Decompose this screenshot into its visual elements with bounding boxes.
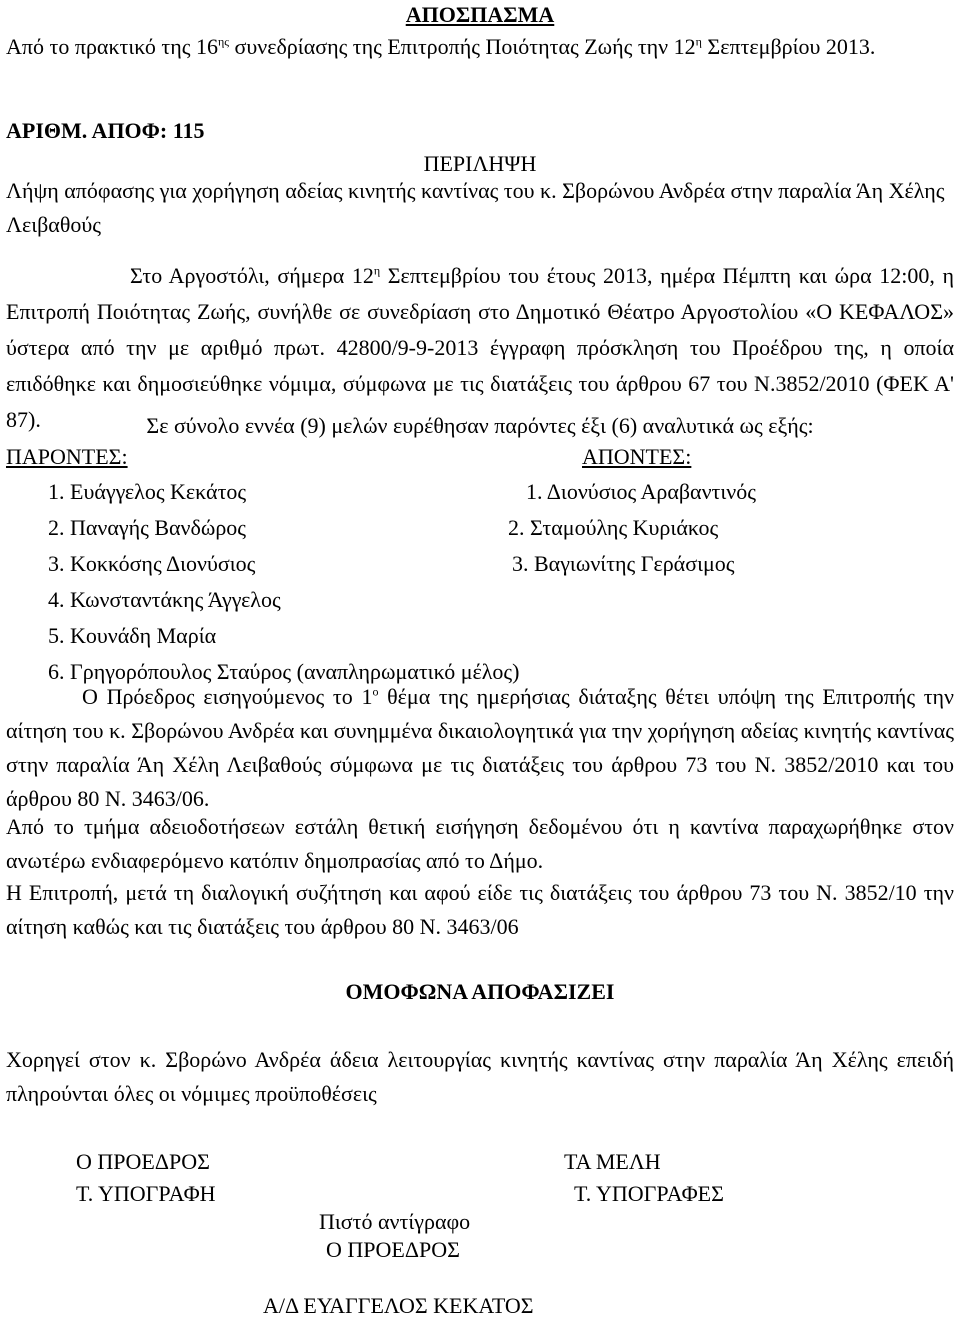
intro-text-a: Από το πρακτικό της 16 (6, 34, 218, 59)
absent-label: ΑΠΟΝΤΕΣ: (582, 444, 692, 469)
true-copy-chair: Ο ΠΡΟΕΔΡΟΣ (326, 1237, 460, 1262)
present-list (48, 474, 519, 690)
present-member: 2. Παναγής Βανδώρος (48, 515, 247, 540)
chair-title: Ο ΠΡΟΕΔΡΟΣ (76, 1149, 210, 1174)
intro-line (6, 30, 954, 63)
present-member: 4. Κωνσταντάκης Άγγελος (48, 587, 281, 612)
absent-member: 2. Σταμούλης Κυριάκος (508, 515, 719, 540)
present-member: 6. Γρηγορόπουλος Σταύρος (αναπληρωματικό μέλος) (48, 659, 520, 684)
summary-text: Λήψη απόφασης για χορήγηση αδείας κινητής καντίνας του κ. Σβορώνου Ανδρέα στην παραλία Άη Χέλης Λειβαθούς (6, 178, 945, 237)
absent-list (508, 474, 756, 582)
present-member: 3. Κοκκόσης Διονύσιος (48, 551, 256, 576)
chair-signature: Τ. ΥΠΟΓΡΑΦΗ (76, 1181, 216, 1206)
absent-member: 3. Βαγιωνίτης Γεράσιμος (512, 551, 735, 576)
attendance-summary: Σε σύνολο εννέα (9) μελών ευρέθησαν παρόντες έξι (6) αναλυτικά ως εξής: (146, 413, 814, 438)
present-label: ΠΑΡΟΝΤΕΣ: (6, 444, 128, 469)
summary-heading: ΠΕΡΙΛΗΨΗ (423, 151, 537, 176)
intro-sup-1: ης (217, 34, 229, 49)
decision-heading: ΟΜΟΦΩΝΑ ΑΠΟΦΑΣΙΖΕΙ (345, 979, 615, 1004)
body-paragraph-2: Από το τμήμα αδειοδοτήσεων εστάλη θετική εισήγηση δεδομένου ότι η καντίνα παραχωρήθηκε στον ανωτέρω ενδιαφερόμενο κατόπιν δημοπρασίας από το Δήμο. (6, 814, 954, 873)
decision-number: ΑΡΙΘΜ. ΑΠΟΦ: 115 (6, 118, 205, 143)
body-p1-sup: ο (372, 684, 379, 699)
body-paragraph-1 (6, 680, 954, 816)
members-signature: Τ. ΥΠΟΓΡΑΦΕΣ (574, 1181, 724, 1206)
footer-signatory: Α/Δ ΕΥΑΓΓΕΛΟΣ ΚΕΚΑΤΟΣ (263, 1293, 534, 1318)
meeting-text-b: Σεπτεμβρίου του έτους 2013, ημέρα Πέμπτη και ώρα 12:00, η Επιτροπή Ποιότητας Ζωής, συνήλθε σε συνεδρίαση στο Δημοτικό Θέατρο Αργοστολίου «Ο ΚΕΦΑΛΟΣ» ύστερα από την με αριθμό πρωτ. 42800/9-9-2013 έγγραφη πρόσκληση του Προέδρου της, η οποία επιδόθηκε και δημοσιεύθηκε νόμιμα, σύμφωνα με τις διατάξεις του άρθρου 67 του Ν.3852/2010 (ΦΕΚ Α' 87). (6, 263, 954, 432)
intro-text-c: Σεπτεμβρίου 2013. (701, 34, 876, 59)
intro-text-b: συνεδρίασης της Επιτροπής Ποιότητας Ζωής την 12 (229, 34, 696, 59)
body-paragraph-3: Η Επιτροπή, μετά τη διαλογική συζήτηση και αφού είδε τις διατάξεις του άρθρου 73 του Ν. 3852/10 την αίτηση καθώς και τις διατάξεις του άρθρου 80 Ν. 3463/06 (6, 880, 954, 939)
meeting-text-a: Στο Αργοστόλι, σήμερα 12 (130, 263, 374, 288)
intro-sup-2: η (695, 34, 702, 49)
members-title: ΤΑ ΜΕΛΗ (564, 1149, 661, 1174)
present-member: 5. Κουνάδη Μαρία (48, 623, 217, 648)
document-title: ΑΠΟΣΠΑΣΜΑ (405, 2, 555, 27)
decision-text: Χορηγεί στον κ. Σβορώνο Ανδρέα άδεια λειτουργίας κινητής καντίνας στην παραλία Άη Χέλης επειδή πληρούνται όλες οι νόμιμες προϋποθέσεις (6, 1047, 954, 1106)
absent-member: 1. Διονύσιος Αραβαντινός (526, 479, 756, 504)
body-p1-text-b: θέμα της ημερήσιας διάταξης θέτει υπόψη της Επιτροπής την αίτηση του κ. Σβορώνου Ανδρέα και συνημμένα δικαιολογητικά για την χορήγηση αδείας κινητής καντίνας στην παραλία Άη Χέλη Λειβαθούς σύμφωνα με τις διατάξεις του άρθρου 73 του Ν. 3852/2010 και του άρθρου 80 Ν. 3463/06. (6, 684, 955, 811)
meeting-sup: η (373, 263, 381, 278)
body-p1-text-a: Ο Πρόεδρος εισηγούμενος το 1 (82, 684, 373, 709)
present-member: 1. Ευάγγελος Κεκάτος (48, 479, 247, 504)
true-copy-label: Πιστό αντίγραφο (319, 1209, 471, 1234)
